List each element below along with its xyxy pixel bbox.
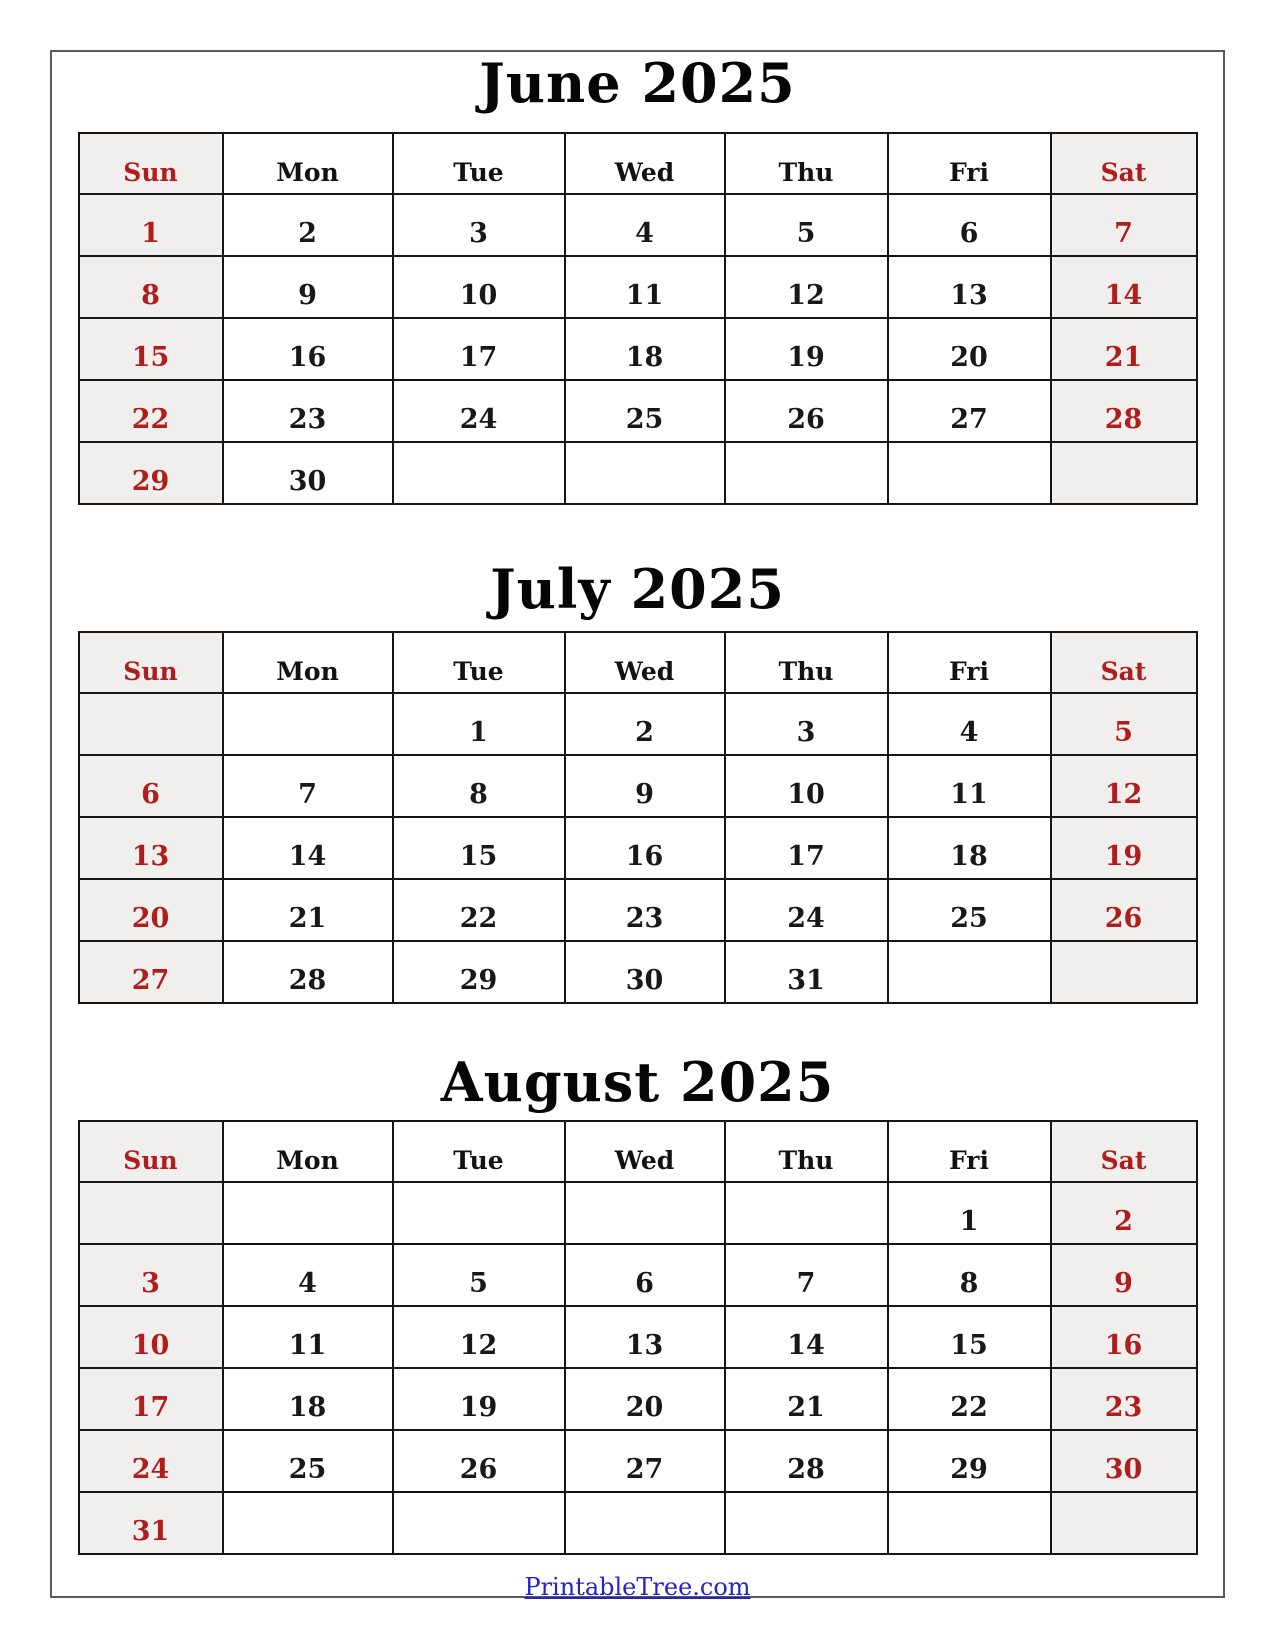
calendar-table-june	[78, 132, 1198, 505]
day-cell-31: 31	[79, 1492, 223, 1554]
day-cell-1: 1	[393, 693, 565, 755]
day-cell-14: 14	[1051, 256, 1197, 318]
day-cell-6: 6	[79, 755, 223, 817]
empty-day-cell	[1051, 941, 1197, 1003]
printabletree-link[interactable]: PrintableTree.com	[524, 1573, 751, 1601]
day-cell-15: 15	[79, 318, 223, 380]
week-row	[79, 442, 1197, 504]
day-cell-13: 13	[888, 256, 1051, 318]
week-row	[79, 256, 1197, 318]
day-cell-20: 20	[888, 318, 1051, 380]
day-cell-21: 21	[725, 1368, 888, 1430]
day-cell-23: 23	[223, 380, 393, 442]
footer	[524, 1573, 750, 1601]
empty-day-cell	[725, 1492, 888, 1554]
week-row	[79, 693, 1197, 755]
day-cell-3: 3	[725, 693, 888, 755]
day-cell-11: 11	[565, 256, 725, 318]
empty-day-cell	[565, 1492, 725, 1554]
day-cell-3: 3	[79, 1244, 223, 1306]
day-cell-10: 10	[79, 1306, 223, 1368]
day-cell-26: 26	[725, 380, 888, 442]
day-cell-14: 14	[223, 817, 393, 879]
empty-day-cell	[79, 693, 223, 755]
day-cell-28: 28	[223, 941, 393, 1003]
day-cell-5: 5	[393, 1244, 565, 1306]
week-row	[79, 1492, 1197, 1554]
day-cell-1: 1	[888, 1182, 1051, 1244]
week-row	[79, 1306, 1197, 1368]
day-cell-26: 26	[1051, 879, 1197, 941]
day-cell-21: 21	[1051, 318, 1197, 380]
day-cell-13: 13	[79, 817, 223, 879]
weekday-header-thu: Thu	[725, 133, 888, 194]
day-cell-17: 17	[79, 1368, 223, 1430]
day-cell-16: 16	[1051, 1306, 1197, 1368]
day-cell-20: 20	[79, 879, 223, 941]
weekday-header-row	[79, 1121, 1197, 1182]
month-title-july: July 2025	[490, 557, 785, 621]
empty-day-cell	[393, 442, 565, 504]
weekday-header-sat: Sat	[1051, 133, 1197, 194]
week-row	[79, 755, 1197, 817]
empty-day-cell	[888, 1492, 1051, 1554]
day-cell-2: 2	[1051, 1182, 1197, 1244]
weekday-header-wed: Wed	[565, 1121, 725, 1182]
day-cell-11: 11	[223, 1306, 393, 1368]
week-row	[79, 1368, 1197, 1430]
day-cell-30: 30	[565, 941, 725, 1003]
day-cell-3: 3	[393, 194, 565, 256]
day-cell-16: 16	[565, 817, 725, 879]
day-cell-8: 8	[79, 256, 223, 318]
day-cell-6: 6	[888, 194, 1051, 256]
page-frame	[50, 50, 1225, 1601]
day-cell-17: 17	[725, 817, 888, 879]
calendar-table-july	[78, 631, 1198, 1004]
day-cell-18: 18	[223, 1368, 393, 1430]
weekday-header-sun: Sun	[79, 632, 223, 693]
day-cell-24: 24	[393, 380, 565, 442]
day-cell-25: 25	[223, 1430, 393, 1492]
day-cell-9: 9	[223, 256, 393, 318]
empty-day-cell	[565, 442, 725, 504]
weekday-header-wed: Wed	[565, 133, 725, 194]
day-cell-25: 25	[888, 879, 1051, 941]
day-cell-24: 24	[79, 1430, 223, 1492]
day-cell-28: 28	[725, 1430, 888, 1492]
empty-day-cell	[223, 1492, 393, 1554]
empty-day-cell	[223, 1182, 393, 1244]
day-cell-8: 8	[888, 1244, 1051, 1306]
day-cell-10: 10	[725, 755, 888, 817]
weekday-header-mon: Mon	[223, 133, 393, 194]
week-row	[79, 941, 1197, 1003]
day-cell-12: 12	[1051, 755, 1197, 817]
day-cell-22: 22	[888, 1368, 1051, 1430]
month-title-august: August 2025	[440, 1050, 835, 1114]
week-row	[79, 1182, 1197, 1244]
empty-day-cell	[393, 1492, 565, 1554]
day-cell-11: 11	[888, 755, 1051, 817]
weekday-header-tue: Tue	[393, 632, 565, 693]
empty-day-cell	[725, 442, 888, 504]
day-cell-2: 2	[223, 194, 393, 256]
day-cell-4: 4	[888, 693, 1051, 755]
weekday-header-fri: Fri	[888, 1121, 1051, 1182]
day-cell-30: 30	[1051, 1430, 1197, 1492]
day-cell-24: 24	[725, 879, 888, 941]
empty-day-cell	[888, 941, 1051, 1003]
day-cell-16: 16	[223, 318, 393, 380]
day-cell-27: 27	[888, 380, 1051, 442]
empty-day-cell	[565, 1182, 725, 1244]
day-cell-15: 15	[393, 817, 565, 879]
weekday-header-fri: Fri	[888, 133, 1051, 194]
weekday-header-sat: Sat	[1051, 632, 1197, 693]
weekday-header-thu: Thu	[725, 632, 888, 693]
weekday-header-fri: Fri	[888, 632, 1051, 693]
day-cell-7: 7	[1051, 194, 1197, 256]
empty-day-cell	[888, 442, 1051, 504]
day-cell-19: 19	[393, 1368, 565, 1430]
day-cell-12: 12	[393, 1306, 565, 1368]
day-cell-19: 19	[725, 318, 888, 380]
empty-day-cell	[223, 693, 393, 755]
day-cell-7: 7	[725, 1244, 888, 1306]
day-cell-12: 12	[725, 256, 888, 318]
week-row	[79, 817, 1197, 879]
weekday-header-sun: Sun	[79, 133, 223, 194]
empty-day-cell	[725, 1182, 888, 1244]
empty-day-cell	[393, 1182, 565, 1244]
day-cell-5: 5	[725, 194, 888, 256]
empty-day-cell	[79, 1182, 223, 1244]
empty-day-cell	[1051, 442, 1197, 504]
day-cell-4: 4	[223, 1244, 393, 1306]
day-cell-22: 22	[393, 879, 565, 941]
week-row	[79, 194, 1197, 256]
day-cell-6: 6	[565, 1244, 725, 1306]
weekday-header-tue: Tue	[393, 133, 565, 194]
day-cell-27: 27	[565, 1430, 725, 1492]
empty-day-cell	[1051, 1492, 1197, 1554]
day-cell-26: 26	[393, 1430, 565, 1492]
calendar-table-august	[78, 1120, 1198, 1555]
day-cell-18: 18	[565, 318, 725, 380]
day-cell-27: 27	[79, 941, 223, 1003]
day-cell-28: 28	[1051, 380, 1197, 442]
day-cell-1: 1	[79, 194, 223, 256]
day-cell-4: 4	[565, 194, 725, 256]
weekday-header-wed: Wed	[565, 632, 725, 693]
week-row	[79, 318, 1197, 380]
day-cell-22: 22	[79, 380, 223, 442]
weekday-header-row	[79, 133, 1197, 194]
day-cell-5: 5	[1051, 693, 1197, 755]
day-cell-23: 23	[1051, 1368, 1197, 1430]
day-cell-10: 10	[393, 256, 565, 318]
day-cell-14: 14	[725, 1306, 888, 1368]
day-cell-29: 29	[79, 442, 223, 504]
day-cell-25: 25	[565, 380, 725, 442]
day-cell-20: 20	[565, 1368, 725, 1430]
week-row	[79, 380, 1197, 442]
day-cell-23: 23	[565, 879, 725, 941]
weekday-header-mon: Mon	[223, 632, 393, 693]
weekday-header-row	[79, 632, 1197, 693]
month-title-june: June 2025	[479, 51, 796, 115]
day-cell-17: 17	[393, 318, 565, 380]
day-cell-30: 30	[223, 442, 393, 504]
week-row	[79, 1430, 1197, 1492]
week-row	[79, 879, 1197, 941]
day-cell-2: 2	[565, 693, 725, 755]
day-cell-15: 15	[888, 1306, 1051, 1368]
day-cell-9: 9	[565, 755, 725, 817]
weekday-header-tue: Tue	[393, 1121, 565, 1182]
week-row	[79, 1244, 1197, 1306]
weekday-header-sat: Sat	[1051, 1121, 1197, 1182]
day-cell-8: 8	[393, 755, 565, 817]
day-cell-13: 13	[565, 1306, 725, 1368]
day-cell-21: 21	[223, 879, 393, 941]
day-cell-19: 19	[1051, 817, 1197, 879]
weekday-header-thu: Thu	[725, 1121, 888, 1182]
day-cell-9: 9	[1051, 1244, 1197, 1306]
weekday-header-mon: Mon	[223, 1121, 393, 1182]
day-cell-18: 18	[888, 817, 1051, 879]
weekday-header-sun: Sun	[79, 1121, 223, 1182]
day-cell-29: 29	[393, 941, 565, 1003]
day-cell-31: 31	[725, 941, 888, 1003]
day-cell-29: 29	[888, 1430, 1051, 1492]
day-cell-7: 7	[223, 755, 393, 817]
